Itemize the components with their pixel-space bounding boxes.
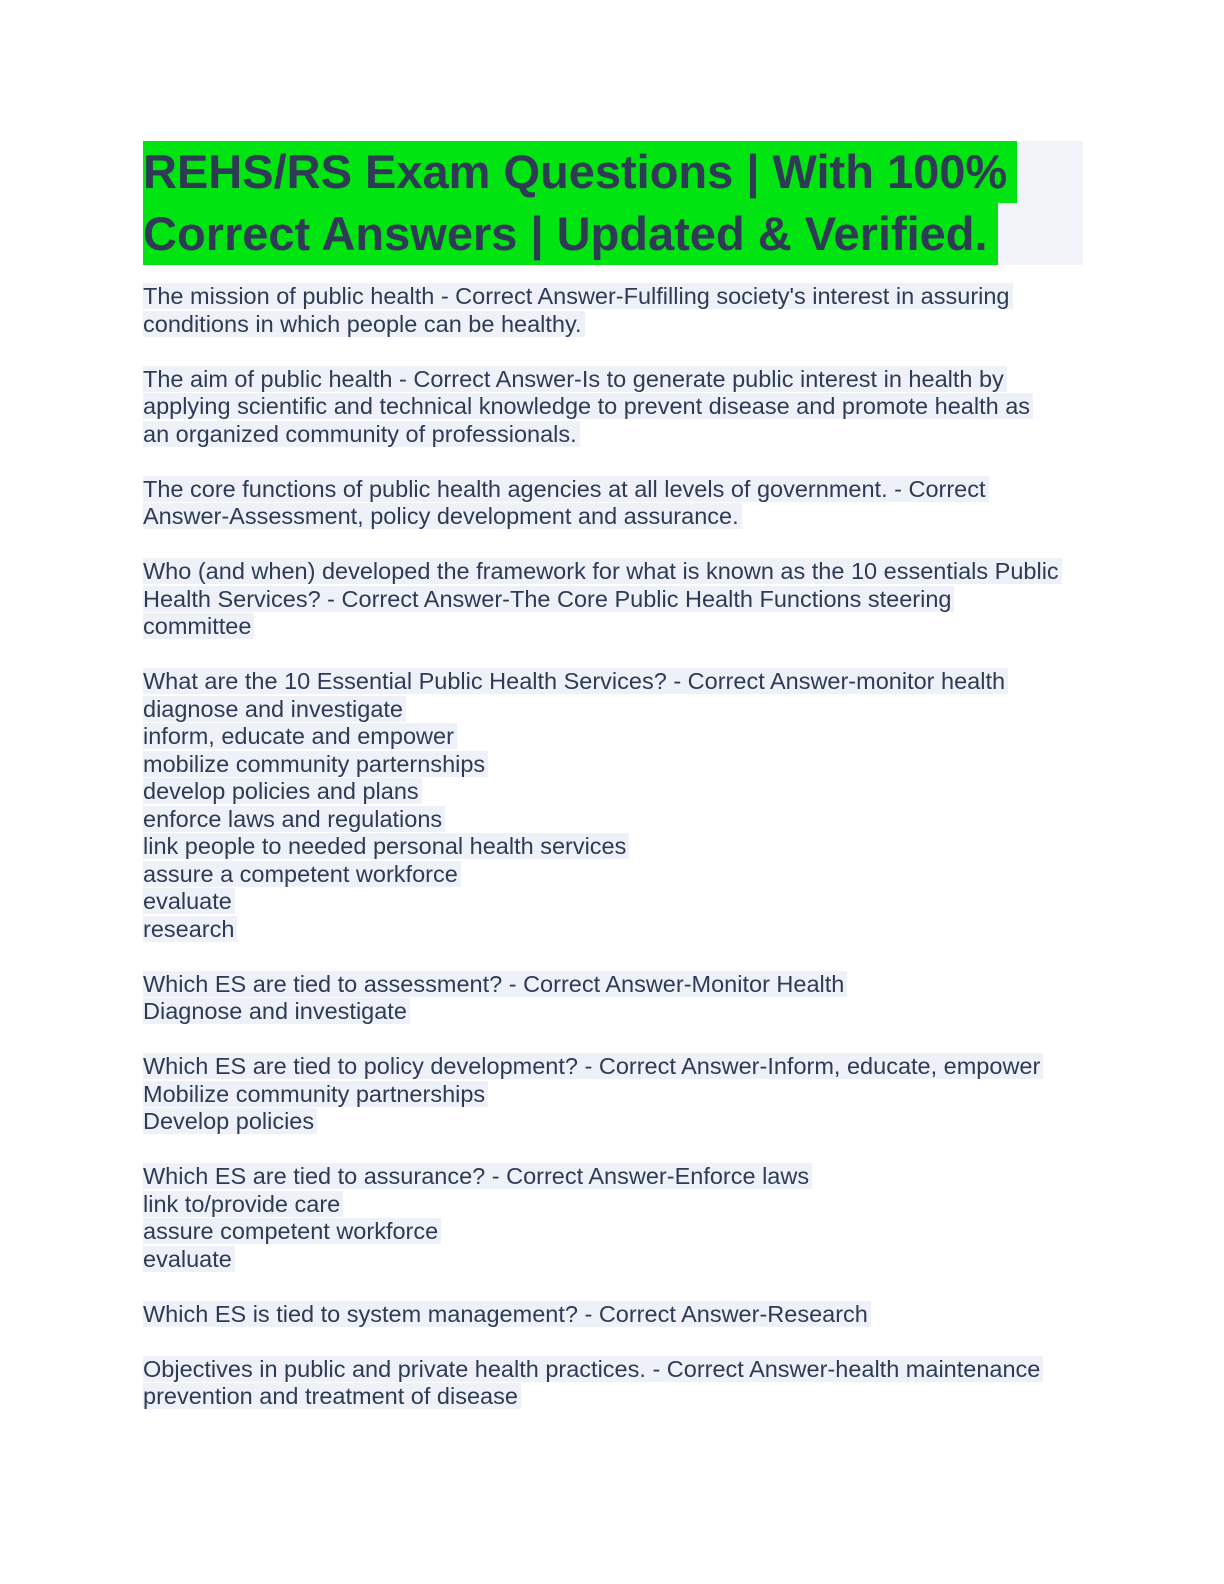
paragraph bbox=[143, 558, 1083, 641]
text-line bbox=[143, 723, 1083, 751]
text-line bbox=[143, 1218, 1083, 1246]
text-line bbox=[143, 558, 1083, 586]
text-line bbox=[143, 751, 1083, 779]
text-line bbox=[143, 1301, 1083, 1329]
highlighted-text: develop policies and plans bbox=[143, 778, 422, 804]
highlighted-text: link people to needed personal health services bbox=[143, 833, 629, 859]
highlighted-text: Which ES are tied to assessment? - Correct Answer-Monitor Health bbox=[143, 971, 847, 997]
text-line bbox=[143, 916, 1083, 944]
title-line-1 bbox=[143, 141, 1083, 203]
document-body bbox=[143, 283, 1083, 1411]
highlighted-text: committee bbox=[143, 613, 254, 639]
highlighted-text: The aim of public health - Correct Answer-Is to generate public interest in health by bbox=[143, 366, 1007, 392]
highlighted-text: research bbox=[143, 916, 237, 942]
paragraph bbox=[143, 1163, 1083, 1273]
text-line bbox=[143, 696, 1083, 724]
highlighted-text: enforce laws and regulations bbox=[143, 806, 445, 832]
text-line bbox=[143, 366, 1083, 394]
highlighted-text: Which ES are tied to policy development? - Correct Answer-Inform, educate, empower bbox=[143, 1053, 1043, 1079]
text-line bbox=[143, 778, 1083, 806]
title-line-2 bbox=[143, 203, 1083, 265]
paragraph bbox=[143, 1053, 1083, 1136]
highlighted-text: Mobilize community partnerships bbox=[143, 1081, 488, 1107]
highlighted-text: The mission of public health - Correct Answer-Fulfilling society's interest in assuring bbox=[143, 283, 1013, 309]
highlighted-text: Who (and when) developed the framework for what is known as the 10 essentials Public bbox=[143, 558, 1062, 584]
text-line bbox=[143, 1246, 1083, 1274]
text-line bbox=[143, 998, 1083, 1026]
text-line bbox=[143, 311, 1083, 339]
highlighted-text: Answer-Assessment, policy development and assurance. bbox=[143, 503, 742, 529]
text-line bbox=[143, 283, 1083, 311]
text-line bbox=[143, 888, 1083, 916]
text-line bbox=[143, 393, 1083, 421]
document-title bbox=[143, 141, 1083, 265]
highlighted-text: Health Services? - Correct Answer-The Core Public Health Functions steering bbox=[143, 586, 954, 612]
highlighted-text: applying scientific and technical knowledge to prevent disease and promote health as bbox=[143, 393, 1033, 419]
text-line bbox=[143, 1081, 1083, 1109]
paragraph bbox=[143, 971, 1083, 1026]
paragraph bbox=[143, 668, 1083, 943]
highlighted-text: What are the 10 Essential Public Health Services? - Correct Answer-monitor health bbox=[143, 668, 1008, 694]
highlighted-text: assure a competent workforce bbox=[143, 861, 461, 887]
text-line bbox=[143, 1383, 1083, 1411]
highlighted-text: The core functions of public health agencies at all levels of government. - Correct bbox=[143, 476, 989, 502]
highlighted-text: Objectives in public and private health practices. - Correct Answer-health maintenance bbox=[143, 1356, 1043, 1382]
highlighted-text: assure competent workforce bbox=[143, 1218, 441, 1244]
paragraph bbox=[143, 366, 1083, 449]
text-line bbox=[143, 503, 1083, 531]
highlighted-text: Develop policies bbox=[143, 1108, 317, 1134]
text-line bbox=[143, 586, 1083, 614]
title-text-highlighted: Correct Answers | Updated & Verified. bbox=[143, 203, 998, 265]
text-line bbox=[143, 613, 1083, 641]
highlighted-text: diagnose and investigate bbox=[143, 696, 406, 722]
paragraph bbox=[143, 1356, 1083, 1411]
paragraph bbox=[143, 1301, 1083, 1329]
highlighted-text: evaluate bbox=[143, 888, 235, 914]
highlighted-text: evaluate bbox=[143, 1246, 235, 1272]
text-line bbox=[143, 476, 1083, 504]
text-line bbox=[143, 1053, 1083, 1081]
text-line bbox=[143, 1356, 1083, 1384]
highlighted-text: Which ES are tied to assurance? - Correct Answer-Enforce laws bbox=[143, 1163, 812, 1189]
highlighted-text: Which ES is tied to system management? - Correct Answer-Research bbox=[143, 1301, 871, 1327]
text-line bbox=[143, 833, 1083, 861]
highlighted-text: mobilize community parternships bbox=[143, 751, 488, 777]
title-text-highlighted: REHS/RS Exam Questions | With 100% bbox=[143, 141, 1017, 203]
text-line bbox=[143, 1163, 1083, 1191]
highlighted-text: inform, educate and empower bbox=[143, 723, 457, 749]
text-line bbox=[143, 421, 1083, 449]
text-line bbox=[143, 668, 1083, 696]
text-line bbox=[143, 971, 1083, 999]
highlighted-text: prevention and treatment of disease bbox=[143, 1383, 521, 1409]
text-line bbox=[143, 1108, 1083, 1136]
text-line bbox=[143, 861, 1083, 889]
paragraph bbox=[143, 283, 1083, 338]
highlighted-text: an organized community of professionals. bbox=[143, 421, 580, 447]
text-line bbox=[143, 806, 1083, 834]
highlighted-text: Diagnose and investigate bbox=[143, 998, 410, 1024]
document-content bbox=[143, 141, 1083, 1411]
highlighted-text: link to/provide care bbox=[143, 1191, 343, 1217]
highlighted-text: conditions in which people can be healthy. bbox=[143, 311, 585, 337]
text-line bbox=[143, 1191, 1083, 1219]
paragraph bbox=[143, 476, 1083, 531]
